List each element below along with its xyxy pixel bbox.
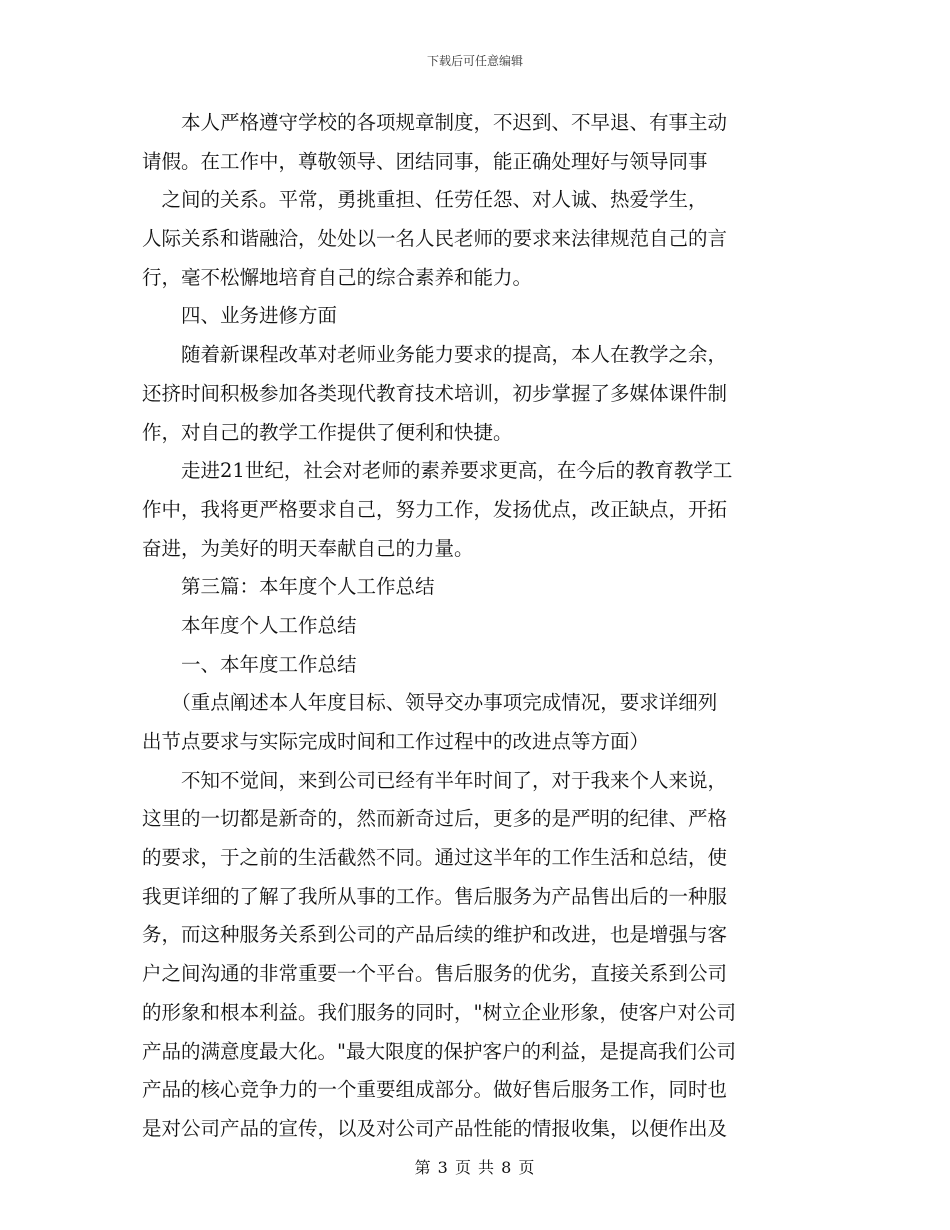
text-line: 户之间沟通的非常重要一个平台。售后服务的优劣，直接关系到公司 bbox=[142, 962, 728, 986]
text-line: 不知不觉间，来到公司已经有半年时间了，对于我来个人来说， bbox=[142, 768, 728, 792]
text-line: 行，毫不松懈地培育自己的综合素养和能力。 bbox=[142, 265, 533, 289]
text-line: 是对公司产品的宣传，以及对公司产品性能的情报收集，以便作出及 bbox=[142, 1116, 728, 1140]
text-line: 走进21世纪，社会对老师的素养要求更高，在今后的教育教学工 bbox=[142, 459, 733, 483]
section-heading: 本年度个人工作总结 bbox=[142, 613, 357, 637]
section-heading: 一、本年度工作总结 bbox=[142, 652, 357, 676]
text-line: 请假。在工作中，尊敬领导、团结同事，能正确处理好与领导同事 bbox=[142, 149, 708, 173]
text-line: 之间的关系。平常，勇挑重担、任劳任怨、对人诚、热爱学生， bbox=[142, 188, 708, 212]
text-line: 本人严格遵守学校的各项规章制度，不迟到、不早退、有事主动 bbox=[142, 111, 728, 134]
document-body bbox=[142, 104, 812, 1149]
text-line: 务，而这种服务关系到公司的产品后续的维护和改进，也是增强与客 bbox=[142, 923, 728, 947]
section-heading: 第三篇：本年度个人工作总结 bbox=[142, 575, 435, 599]
text-line: 产品的满意度最大化。"最大限度的保护客户的利益，是提高我们公司 bbox=[142, 1039, 736, 1063]
text-line: 人际关系和谐融洽，处处以一名人民老师的要求来法律规范自己的言 bbox=[142, 227, 728, 251]
text-line: 出节点要求与实际完成时间和工作过程中的改进点等方面） bbox=[142, 730, 650, 753]
text-line: 奋进，为美好的明天奉献自己的力量。 bbox=[142, 536, 474, 560]
text-line: 我更详细的了解了我所从事的工作。售后服务为产品售出后的一种服 bbox=[142, 884, 728, 908]
text-line: 的形象和根本利益。我们服务的同时，"树立企业形象，使客户对公司 bbox=[142, 1000, 736, 1024]
text-line: 这里的一切都是新奇的，然而新奇过后，更多的是严明的纪律、严格 bbox=[142, 807, 728, 831]
text-line: 还挤时间积极参加各类现代教育技术培训，初步掌握了多媒体课件制 bbox=[142, 381, 728, 405]
text-line: 随着新课程改革对老师业务能力要求的提高，本人在教学之余， bbox=[142, 343, 728, 367]
text-line: 作中，我将更严格要求自己，努力工作，发扬优点，改正缺点，开拓 bbox=[142, 497, 728, 521]
text-line: 作，对自己的教学工作提供了便利和快捷。 bbox=[142, 420, 513, 444]
section-heading: 四、业务进修方面 bbox=[142, 304, 338, 328]
page-number: 第 3 页 共 8 页 bbox=[414, 1158, 536, 1177]
text-line: （重点阐述本人年度目标、领导交办事项完成情况，要求详细列 bbox=[142, 691, 718, 715]
text-line: 产品的核心竞争力的一个重要组成部分。做好售后服务工作，同时也 bbox=[142, 1078, 728, 1102]
text-line: 的要求，于之前的生活截然不同。通过这半年的工作生活和总结，使 bbox=[142, 846, 728, 870]
page-header: 下载后可任意编辑 bbox=[426, 54, 523, 68]
